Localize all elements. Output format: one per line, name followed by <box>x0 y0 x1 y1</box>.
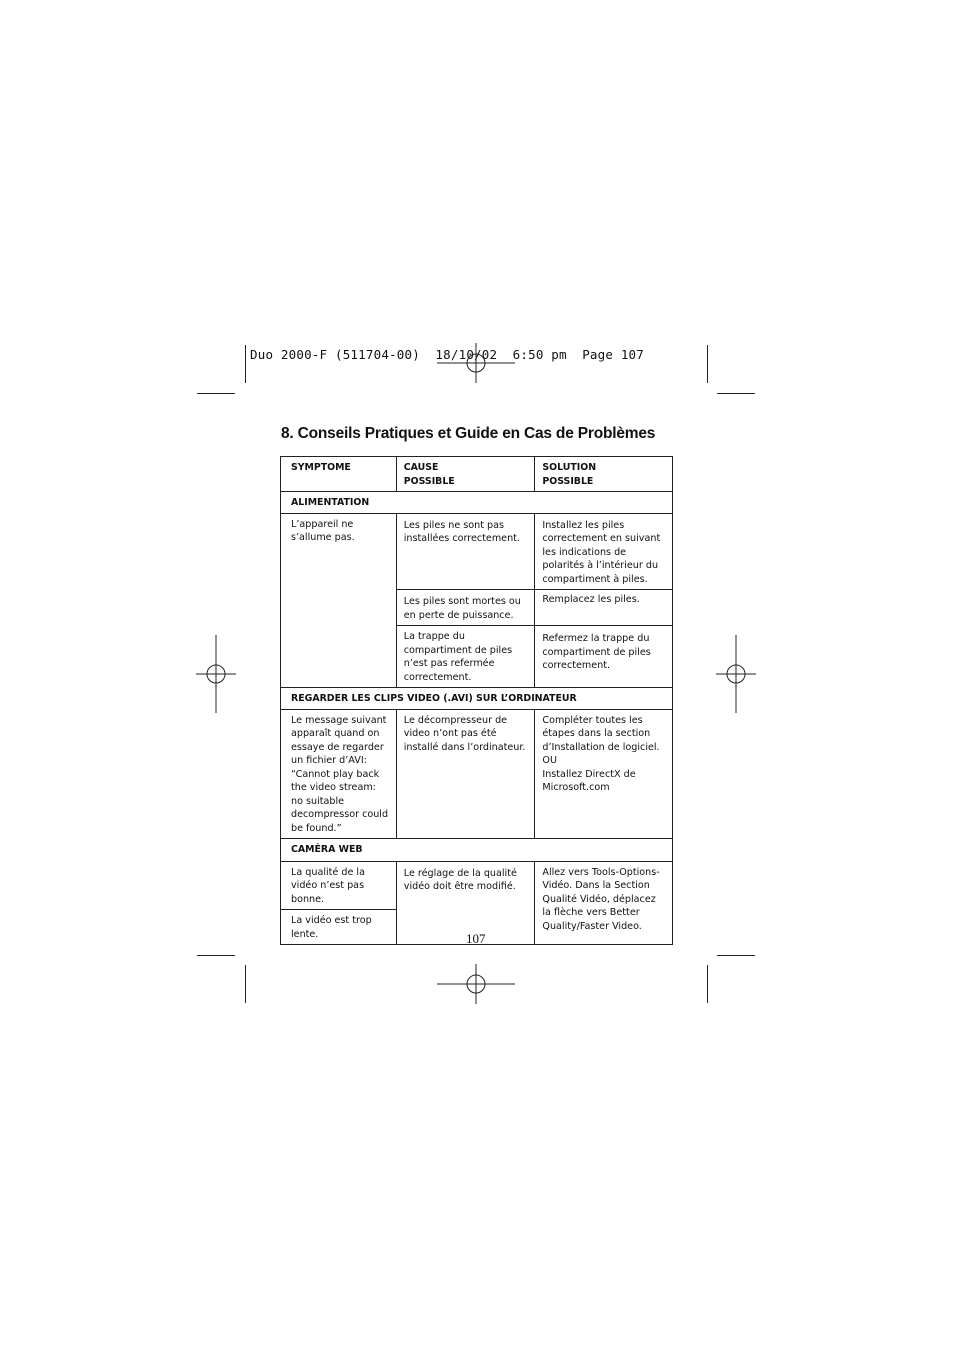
crop-mark-bottom-right-horizontal <box>717 955 755 956</box>
crop-mark-top-right-horizontal <box>717 393 755 394</box>
crop-mark-top-left-vertical <box>245 345 246 383</box>
page-number: 107 <box>466 931 486 946</box>
table-row <box>281 513 673 590</box>
table-header-row <box>281 457 673 492</box>
section-row-power <box>281 492 673 514</box>
solution-cell: Refermez la trappe du compartiment de piles correctement. <box>535 626 673 688</box>
section-title: ALIMENTATION <box>281 492 673 514</box>
solution-cell <box>535 709 673 839</box>
section-row-video-clips <box>281 688 673 710</box>
section-title: REGARDER LES CLIPS VIDEO (.AVI) SUR L’ORDINATEUR <box>281 688 673 710</box>
crop-mark-bottom-left-vertical <box>245 965 246 1003</box>
solution-cell: Allez vers Tools-Options-Vidéo. Dans la Section Qualité Vidéo, déplacez la flèche vers Better Quality/Faster Video. <box>535 861 673 945</box>
header-cause: CAUSE POSSIBLE <box>396 457 535 492</box>
registration-mark-left-icon <box>196 635 236 713</box>
solution-line: Installez DirectX de Microsoft.com <box>542 768 636 793</box>
header-symptom: SYMPTOME <box>281 457 397 492</box>
cause-cell: La trappe du compartiment de piles n’est pas refermée correctement. <box>396 626 535 688</box>
troubleshooting-table <box>280 456 673 945</box>
header-solution: SOLUTION POSSIBLE <box>535 457 673 492</box>
symptom-cell: La vidéo est trop lente. <box>281 910 397 945</box>
crop-mark-top-right-vertical <box>707 345 708 383</box>
cause-cell: Le réglage de la qualité vidéo doit être modifié. <box>396 861 535 945</box>
section-title: CAMÉRA WEB <box>281 839 673 862</box>
solution-cell: Remplacez les piles. <box>535 590 673 626</box>
cause-cell: Les piles ne sont pas installées correctement. <box>396 513 535 590</box>
registration-mark-right-icon <box>716 635 756 713</box>
symptom-cell: Le message suivant apparaît quand on essaye de regarder un fichier d’AVI: “Cannot play back the video stream: no suitable decompressor could be found.” <box>281 709 397 839</box>
table-row <box>281 861 673 910</box>
registration-mark-top-icon <box>437 343 517 383</box>
solution-line: OU <box>542 755 557 766</box>
solution-line: Compléter toutes les étapes dans la section d’Installation de logiciel. <box>542 714 660 753</box>
cause-cell: Le décompresseur de video n’ont pas été installé dans l’ordinateur. <box>396 709 535 839</box>
print-slug: Duo 2000-F (511704-00) 18/10/02 6:50 pm Page 107 <box>250 347 645 362</box>
crop-mark-bottom-left-horizontal <box>197 955 235 956</box>
section-row-webcam <box>281 839 673 862</box>
symptom-cell: L’appareil ne s’allume pas. <box>281 513 397 688</box>
cause-cell: Les piles sont mortes ou en perte de puissance. <box>396 590 535 626</box>
page-title: 8. Conseils Pratiques et Guide en Cas de Problèmes <box>281 425 656 442</box>
registration-mark-bottom-icon <box>437 964 517 1004</box>
table-row <box>281 709 673 839</box>
crop-mark-bottom-right-vertical <box>707 965 708 1003</box>
crop-mark-top-left-horizontal <box>197 393 235 394</box>
symptom-cell: La qualité de la vidéo n’est pas bonne. <box>281 861 397 910</box>
solution-cell: Installez les piles correctement en suivant les indications de polarités à l’intérieur du compartiment à piles. <box>535 513 673 590</box>
